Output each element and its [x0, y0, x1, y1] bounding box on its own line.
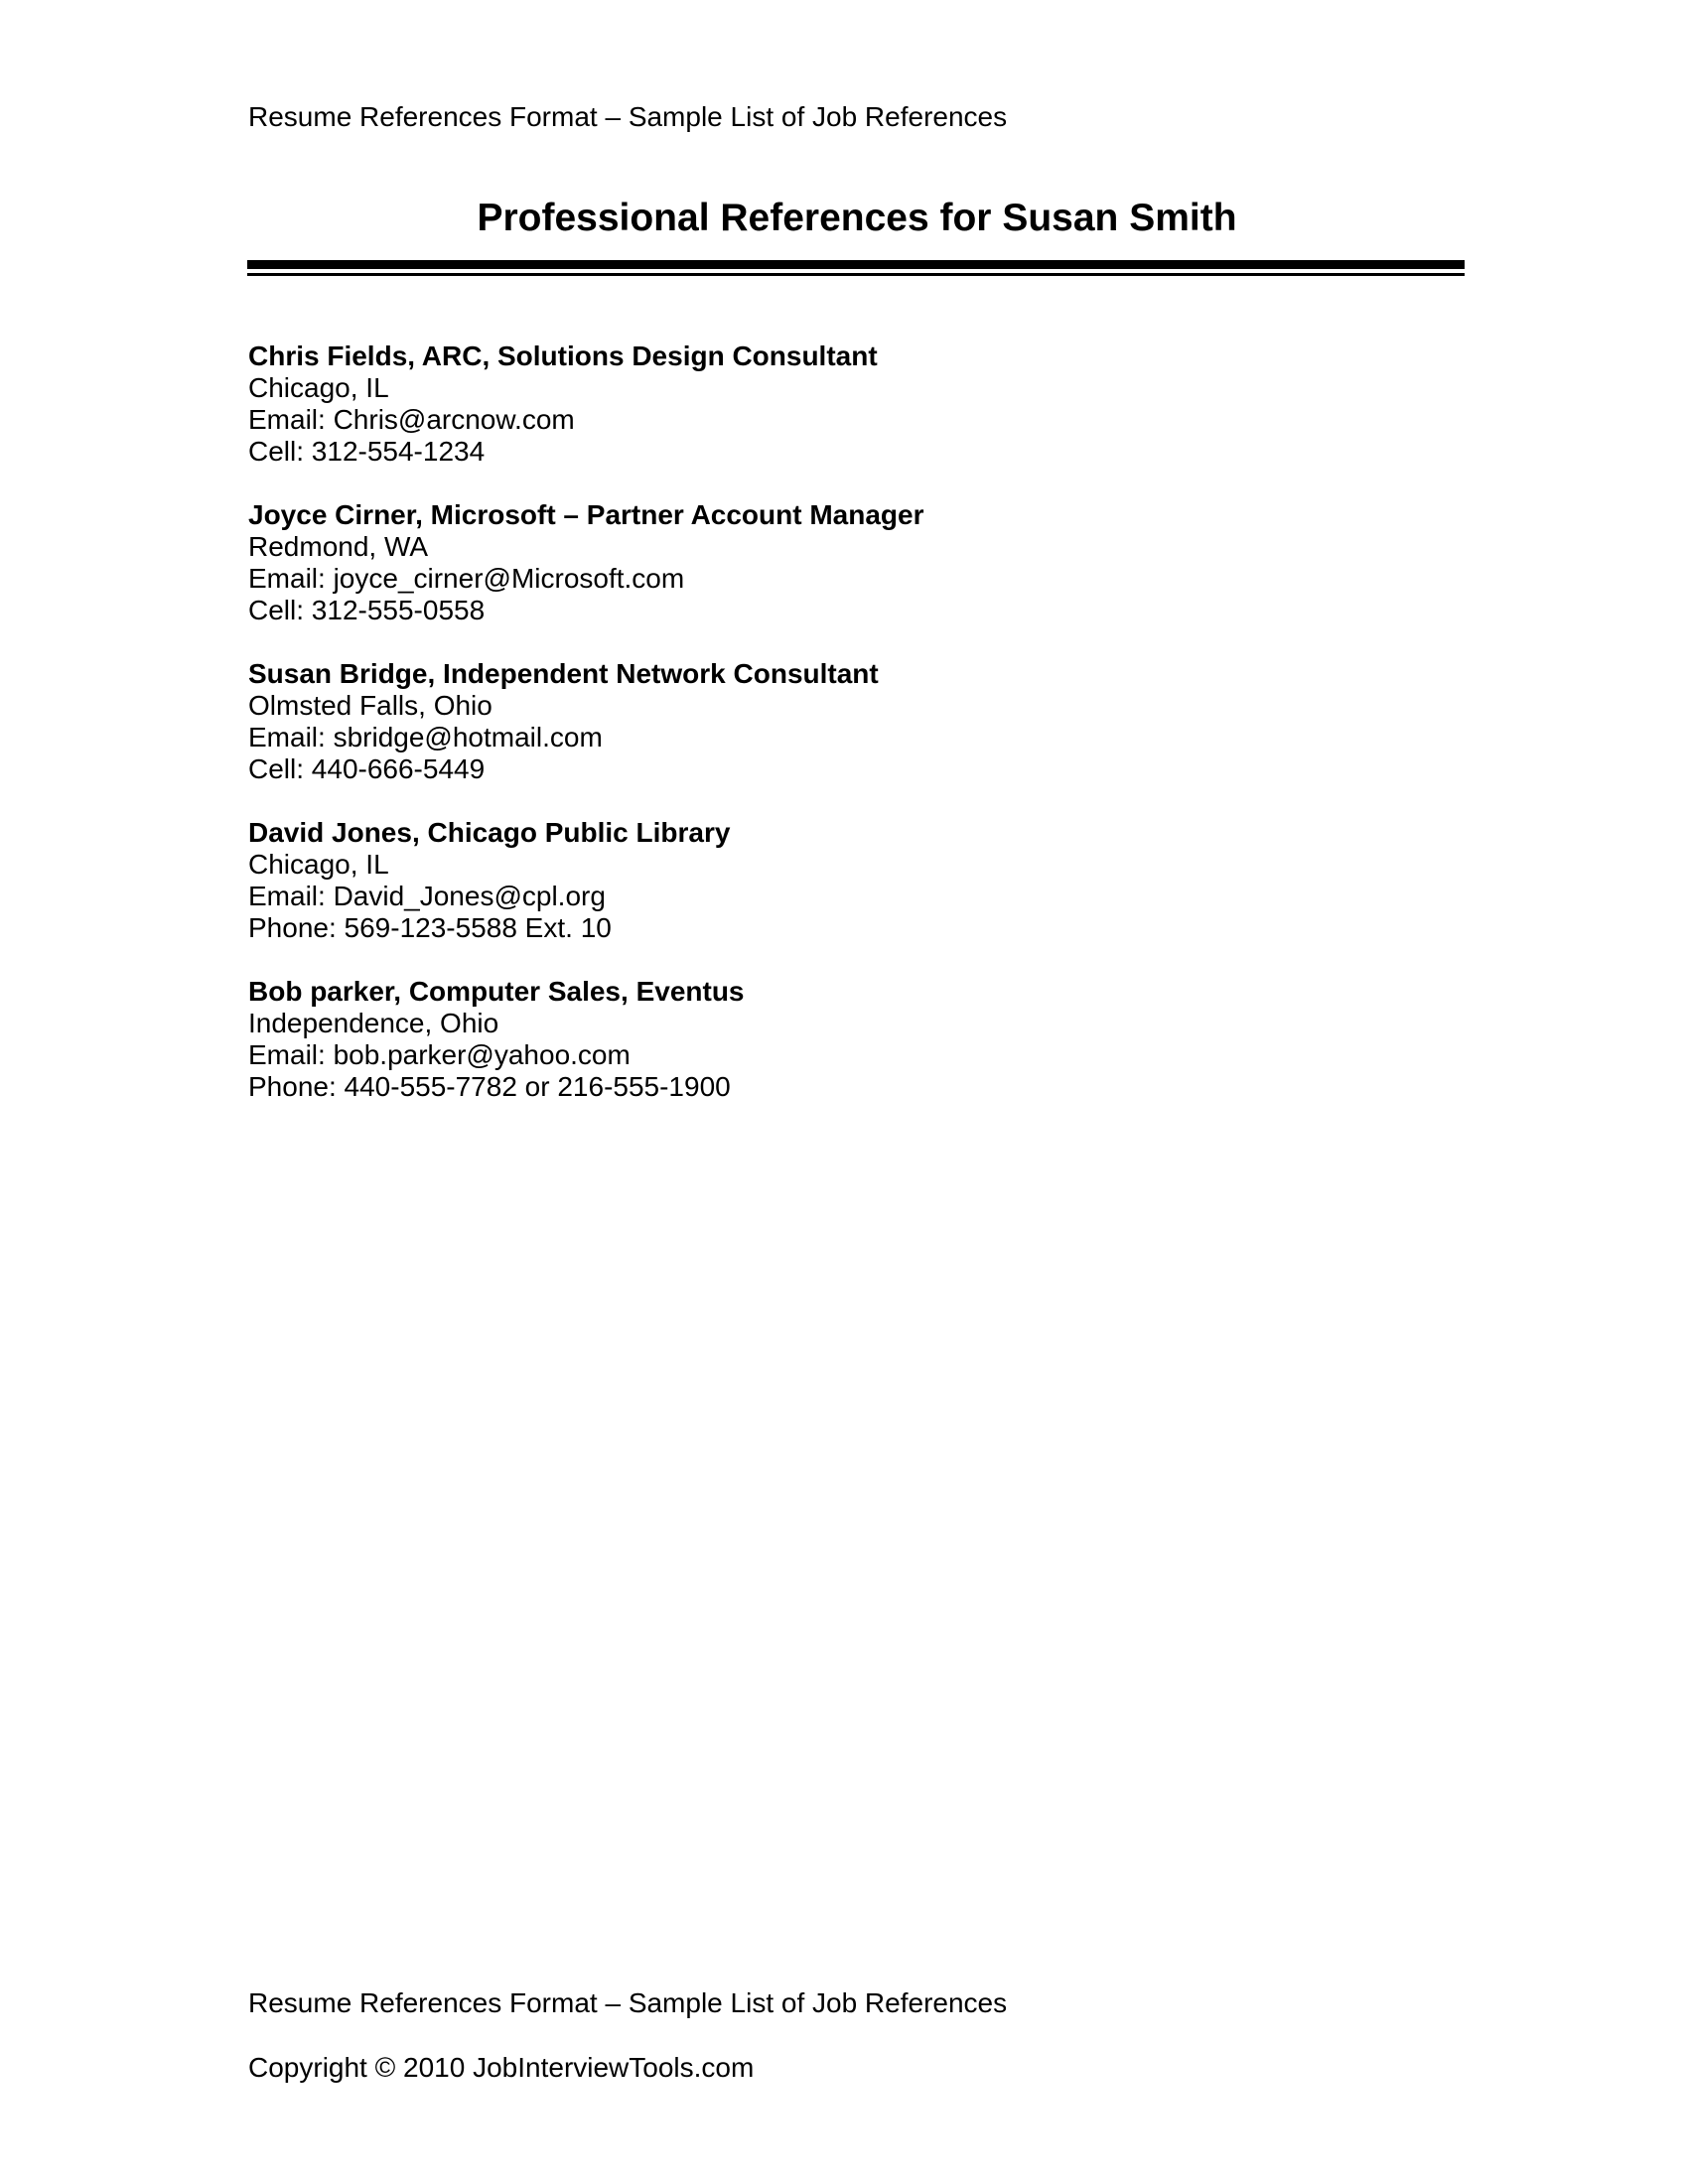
- reference-location: Chicago, IL: [248, 849, 389, 880]
- page-title: Professional References for Susan Smith: [477, 197, 1237, 239]
- reference-location: Olmsted Falls, Ohio: [248, 690, 492, 721]
- page-header-text: Resume References Format – Sample List of Job References: [248, 101, 1008, 132]
- reference-email: Email: David_Jones@cpl.org: [248, 881, 606, 911]
- reference-email: Email: Chris@arcnow.com: [248, 404, 575, 435]
- reference-email: Email: sbridge@hotmail.com: [248, 722, 603, 752]
- divider-thin-line: [247, 273, 1465, 276]
- reference-phone: Cell: 312-555-0558: [248, 595, 486, 625]
- reference-location: Chicago, IL: [248, 372, 389, 403]
- divider-thick-line: [247, 260, 1465, 269]
- reference-heading: Bob parker, Computer Sales, Eventus: [248, 976, 745, 1007]
- page-footer-text: Resume References Format – Sample List of Job References: [248, 1987, 1008, 2018]
- reference-phone: Cell: 440-666-5449: [248, 753, 486, 784]
- reference-phone: Cell: 312-554-1234: [248, 436, 486, 467]
- reference-heading: Susan Bridge, Independent Network Consultant: [248, 658, 879, 689]
- reference-entry: [248, 976, 1466, 1103]
- reference-email: Email: joyce_cirner@Microsoft.com: [248, 563, 685, 594]
- reference-entry: [248, 658, 1466, 785]
- reference-location: Redmond, WA: [248, 531, 429, 562]
- reference-location: Independence, Ohio: [248, 1008, 499, 1038]
- reference-heading: David Jones, Chicago Public Library: [248, 817, 731, 848]
- reference-entry: [248, 817, 1466, 944]
- reference-phone: Phone: 569-123-5588 Ext. 10: [248, 912, 612, 943]
- reference-heading: Chris Fields, ARC, Solutions Design Consultant: [248, 341, 878, 371]
- title-divider: [247, 260, 1465, 276]
- reference-entry: [248, 341, 1466, 468]
- reference-phone: Phone: 440-555-7782 or 216-555-1900: [248, 1071, 731, 1102]
- reference-heading: Joyce Cirner, Microsoft – Partner Account Manager: [248, 499, 924, 530]
- copyright-text: Copyright © 2010 JobInterviewTools.com: [248, 2052, 755, 2083]
- reference-entry: [248, 499, 1466, 626]
- reference-email: Email: bob.parker@yahoo.com: [248, 1039, 631, 1070]
- references-list: [248, 341, 1466, 1135]
